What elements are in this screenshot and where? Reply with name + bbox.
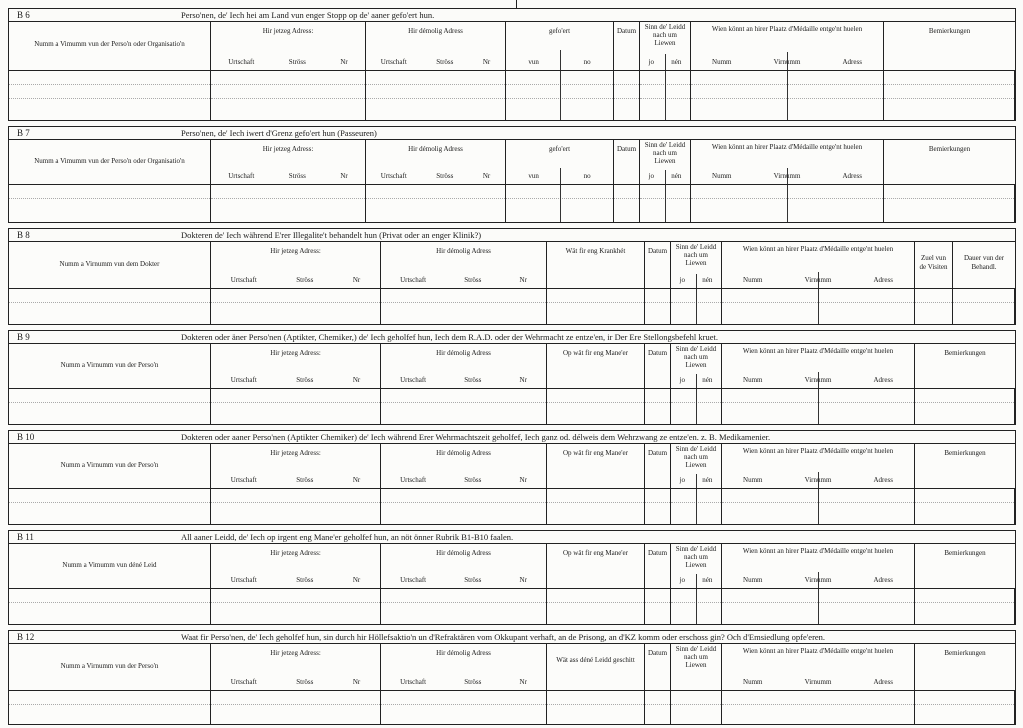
table-cell xyxy=(671,589,722,624)
table-cell xyxy=(915,289,953,324)
fill-in-line[interactable] xyxy=(722,691,914,705)
table-cell: Hir jetzeg Adress: Urtschaft Ströss Nr xyxy=(211,242,381,288)
fill-in-line[interactable] xyxy=(915,289,952,303)
fill-in-line[interactable] xyxy=(9,589,210,603)
data-rows xyxy=(9,489,1015,524)
fill-in-line[interactable] xyxy=(366,185,505,199)
table-cell xyxy=(9,185,211,222)
table-cell: Bemierkungen xyxy=(944,549,986,557)
fill-in-line[interactable] xyxy=(614,185,639,199)
table-cell xyxy=(9,489,211,524)
table-cell: Hir démolig Adress Urtschaft Ströss Nr xyxy=(381,444,547,488)
column-divider xyxy=(665,71,666,120)
table-cell xyxy=(381,289,547,324)
table-cell: Wät fir eng Krankhét xyxy=(547,242,645,288)
column-divider xyxy=(787,71,788,120)
fill-in-line[interactable] xyxy=(645,289,670,303)
data-rows xyxy=(9,691,1015,724)
table-cell: Hir démolig Adress Urtschaft Ströss Nr xyxy=(381,544,547,588)
table-cell: Sinn de' Leidd nach um Liewen xyxy=(671,644,722,690)
table-cell: Sinn de' Leidd nach um Liewen jo nén xyxy=(671,344,722,388)
table-cell xyxy=(9,691,211,724)
column-divider xyxy=(787,185,788,222)
table-cell xyxy=(9,289,211,324)
table-cell: Wät ass déné Leidd geschitt xyxy=(547,644,645,690)
table-cell xyxy=(645,489,671,524)
table-cell: Datum xyxy=(645,544,671,588)
table-cell xyxy=(915,589,1015,624)
table-cell xyxy=(671,289,722,324)
column-divider xyxy=(560,185,561,222)
header-row xyxy=(9,344,1015,389)
table-cell: Wien könnt an hirer Plaatz d'Médaille entge'nt huelen Numm Virnumm Adress xyxy=(722,544,915,588)
fill-in-line[interactable] xyxy=(884,71,1014,85)
table-cell: Datum xyxy=(614,140,640,184)
table-cell: Numm a Virnumm vun der Perso'n xyxy=(9,344,211,388)
section-code: B 12 xyxy=(17,632,35,642)
table-cell: Wien könnt an hirer Plaatz d'Médaille entge'nt huelen Numm Virnumm Adress xyxy=(722,644,915,690)
table-cell xyxy=(722,389,915,424)
table-cell xyxy=(953,289,1015,324)
section-code: B 8 xyxy=(17,230,30,240)
section-title: Dokteren oder äner Perso'nen (Aptikter, Chemiker,) de' Iech geholfef hun, Iech dem R.A.D. oder der Wehrmacht ze entze'en, ir Der Ere Stellongsbefehl kruet. xyxy=(181,332,718,342)
table-cell xyxy=(211,71,366,120)
table-cell xyxy=(722,691,915,724)
section-table xyxy=(8,241,1016,325)
table-cell: Bemierkungen xyxy=(928,145,971,153)
section-code: B 6 xyxy=(17,10,30,20)
table-cell: Hir jetzeg Adress: Urtschaft Ströss Nr xyxy=(211,444,381,488)
table-cell: Datum xyxy=(645,644,671,690)
table-cell xyxy=(671,489,722,524)
table-cell xyxy=(640,185,691,222)
section-title: All aaner Leidd, de' Iech op irgent eng Mane'er geholfef hun, an nöt önner Rubrik B1-B10 faalen. xyxy=(181,532,514,542)
table-cell xyxy=(915,691,1015,724)
table-cell: Sinn de' Leidd nach um Liewen jo nén xyxy=(671,242,722,288)
table-cell: Wien könnt an hirer Plaatz d'Médaille entge'nt huelen Numm Virnumm Adress xyxy=(722,242,915,288)
fill-in-line[interactable] xyxy=(915,589,1014,603)
table-cell xyxy=(645,691,671,724)
table-cell xyxy=(506,71,614,120)
section-table xyxy=(8,443,1016,525)
fill-in-line[interactable] xyxy=(915,691,1014,705)
table-cell xyxy=(211,691,381,724)
section-table xyxy=(8,21,1016,121)
table-cell: Numm a Virnumm vun der Perso'n xyxy=(9,644,211,690)
table-cell: Op wät fir eng Mane'er xyxy=(547,544,645,588)
table-cell: Hir démolig Adress Urtschaft Ströss Nr xyxy=(381,242,547,288)
table-cell xyxy=(547,489,645,524)
column-divider xyxy=(696,389,697,424)
table-cell: Numm a Virnumm vun dem Dokter xyxy=(9,242,211,288)
data-rows xyxy=(9,71,1015,120)
table-cell: Sinn de' Leidd nach um Liewen jo nén xyxy=(671,444,722,488)
table-cell xyxy=(691,185,884,222)
section-title: Perso'nen, de' Iech hei am Land vun enger Stopp op de' aaner gefo'ert hun. xyxy=(181,10,435,20)
col-bemierkungen: Bemierkungen xyxy=(928,27,971,35)
fill-in-line[interactable] xyxy=(645,589,670,603)
table-cell: Numm a Virnumm vun der Perso'n xyxy=(9,444,211,488)
table-cell xyxy=(884,71,1015,120)
data-rows xyxy=(9,589,1015,624)
column-divider xyxy=(696,289,697,324)
section-header xyxy=(8,530,1016,543)
table-cell: Bemierkungen xyxy=(944,349,986,357)
fill-in-line[interactable] xyxy=(381,589,546,603)
section-header xyxy=(8,8,1016,21)
header-row xyxy=(9,242,1015,289)
table-cell xyxy=(614,185,640,222)
table-cell xyxy=(547,289,645,324)
table-cell xyxy=(381,489,547,524)
section-table xyxy=(8,643,1016,725)
section-b9 xyxy=(8,330,1016,426)
fill-in-line[interactable] xyxy=(211,289,380,303)
section-title: Waat fir Perso'nen, de' Iech geholfef hun, sin durch hir Höllefsaktio'n un d'Refraktären vom Okkupant verhaft, an de Prisong, an d'KZ komm oder erschoss gin? Och d'Emsiedlung opfe'eren. xyxy=(181,632,826,642)
column-divider xyxy=(818,489,819,524)
table-cell xyxy=(211,389,381,424)
fill-in-line[interactable] xyxy=(211,489,380,503)
header-row xyxy=(9,444,1015,489)
section-code: B 10 xyxy=(17,432,35,442)
fill-in-line[interactable] xyxy=(381,489,546,503)
table-cell xyxy=(722,289,915,324)
section-b10 xyxy=(8,430,1016,526)
section-header xyxy=(8,228,1016,241)
section-b11 xyxy=(8,530,1016,626)
table-cell: Hir démolig Adress Urtschaft Ströss Nr xyxy=(381,344,547,388)
table-cell: gefo'ert vun no xyxy=(506,140,614,184)
fill-in-line[interactable] xyxy=(547,489,644,503)
table-cell xyxy=(645,389,671,424)
fill-in-line[interactable] xyxy=(915,389,1014,403)
table-cell xyxy=(915,389,1015,424)
table-cell xyxy=(366,71,506,120)
fill-in-line[interactable] xyxy=(915,489,1014,503)
fill-in-line[interactable] xyxy=(9,489,210,503)
data-rows xyxy=(9,289,1015,324)
section-header xyxy=(8,126,1016,139)
table-cell xyxy=(381,691,547,724)
section-table xyxy=(8,343,1016,425)
col-name: Numm a Vimumm vun der Perso'n oder Organisatio'n xyxy=(9,22,211,70)
table-cell xyxy=(915,489,1015,524)
col-addr-then: Hir démolig Adress Urtschaft Ströss Nr xyxy=(366,22,506,70)
table-cell: Wien könnt an hirer Plaatz d'Médaille entge'nt huelen Numm Virnumm Adress xyxy=(722,444,915,488)
table-cell: Hir jetzeg Adress: Urtschaft Ströss Nr xyxy=(211,344,381,388)
table-cell: Bemierkungen xyxy=(944,649,986,657)
table-cell xyxy=(211,489,381,524)
fill-in-line[interactable] xyxy=(366,71,505,85)
fill-in-line[interactable] xyxy=(211,389,380,403)
table-cell: Datum xyxy=(645,444,671,488)
section-b12 xyxy=(8,630,1016,724)
section-header xyxy=(8,330,1016,343)
fill-in-line[interactable] xyxy=(9,289,210,303)
fill-in-line[interactable] xyxy=(381,289,546,303)
table-cell xyxy=(645,289,671,324)
col-medaille: Wien könnt an hirer Plaatz d'Médaille entge'nt huelen Numm Virnumm Adress xyxy=(691,22,884,70)
section-title: Perso'nen, de' Iech iwert d'Grenz gefo'ert hun (Passeuren) xyxy=(181,128,377,138)
section-title: Dokteren oder aaner Perso'nen (Aptikter Chemiker) de' Iech während Erer Wehrmachtszeit geholfef, Iech ganz od. délweis dem Wehrzwang ze entze'en. z. B. Medikamenier. xyxy=(181,432,771,442)
fill-in-line[interactable] xyxy=(9,71,210,85)
table-cell xyxy=(640,71,691,120)
fill-in-line[interactable] xyxy=(884,85,1014,99)
col-addr-now: Hir jetzeg Adress: Urtschaft Ströss Nr xyxy=(211,22,366,70)
table-cell: Dauer vun der Behandl. xyxy=(963,254,1005,271)
table-cell: Bemierkungen xyxy=(944,449,986,457)
table-cell xyxy=(366,185,506,222)
header-row xyxy=(9,22,1015,71)
table-cell: Hir démolig Adress Urtschaft Ströss Nr xyxy=(366,140,506,184)
column-divider xyxy=(696,589,697,624)
section-b8 xyxy=(8,228,1016,326)
fill-in-line[interactable] xyxy=(9,389,210,403)
data-rows xyxy=(9,185,1015,222)
fill-in-line[interactable] xyxy=(9,85,210,99)
fill-in-line[interactable] xyxy=(547,589,644,603)
table-cell xyxy=(9,389,211,424)
fill-in-line[interactable] xyxy=(884,185,1014,199)
section-table xyxy=(8,139,1016,223)
header-row xyxy=(9,644,1015,691)
table-cell: Hir démolig Adress Urtschaft Ströss Nr xyxy=(381,644,547,690)
top-tick-mark xyxy=(516,0,517,8)
data-rows xyxy=(9,389,1015,424)
column-divider xyxy=(560,71,561,120)
table-cell: Zuel vun de Visiten xyxy=(915,242,953,288)
table-cell: Datum xyxy=(645,242,671,288)
table-cell xyxy=(645,589,671,624)
table-cell: Hir jetzeg Adress: Urtschaft Ströss Nr xyxy=(211,140,366,184)
table-cell: Op wät fir eng Mane'er xyxy=(547,344,645,388)
table-cell xyxy=(506,185,614,222)
table-cell xyxy=(722,589,915,624)
fill-in-line[interactable] xyxy=(614,71,639,85)
table-cell xyxy=(381,389,547,424)
section-header xyxy=(8,630,1016,643)
column-divider xyxy=(818,589,819,624)
fill-in-line[interactable] xyxy=(211,691,380,705)
table-cell: Sinn de' Leidd nach um Liewen jo nén xyxy=(640,140,691,184)
table-cell: Numm a Vimumm vun der Perso'n oder Organisatio'n xyxy=(9,140,211,184)
form-page xyxy=(8,8,1016,728)
table-cell xyxy=(9,589,211,624)
table-cell xyxy=(671,691,722,724)
table-cell xyxy=(381,589,547,624)
fill-in-line[interactable] xyxy=(645,691,670,705)
table-cell xyxy=(671,389,722,424)
section-code: B 7 xyxy=(17,128,30,138)
section-b7 xyxy=(8,126,1016,224)
table-cell: Numm a Vimumm vun déné Leid xyxy=(9,544,211,588)
table-cell xyxy=(691,71,884,120)
table-cell xyxy=(547,389,645,424)
column-divider xyxy=(696,489,697,524)
column-divider xyxy=(665,185,666,222)
fill-in-line[interactable] xyxy=(366,85,505,99)
fill-in-line[interactable] xyxy=(671,691,721,705)
table-cell: Hir jetzeg Adress: Urtschaft Ströss Nr xyxy=(211,644,381,690)
fill-in-line[interactable] xyxy=(953,289,1014,303)
fill-in-line[interactable] xyxy=(211,185,365,199)
fill-in-line[interactable] xyxy=(547,691,644,705)
table-cell xyxy=(211,589,381,624)
fill-in-line[interactable] xyxy=(547,389,644,403)
table-cell xyxy=(547,589,645,624)
table-cell xyxy=(722,489,915,524)
table-cell: Hir jetzeg Adress: Urtschaft Ströss Nr xyxy=(211,544,381,588)
table-cell xyxy=(211,185,366,222)
header-row xyxy=(9,544,1015,589)
table-cell: Op wät fir eng Mane'er xyxy=(547,444,645,488)
fill-in-line[interactable] xyxy=(211,85,365,99)
header-row xyxy=(9,140,1015,185)
fill-in-line[interactable] xyxy=(645,389,670,403)
section-title: Dokteren de' Iech während E'rer Illegalite't behandelt hun (Privat oder an enger Klinik?) xyxy=(181,230,482,240)
fill-in-line[interactable] xyxy=(547,289,644,303)
fill-in-line[interactable] xyxy=(381,389,546,403)
col-gefoert: gefo'ert vun no xyxy=(506,22,614,70)
col-datum: Datum xyxy=(614,22,640,70)
table-cell xyxy=(9,71,211,120)
fill-in-line[interactable] xyxy=(211,71,365,85)
table-cell: Sinn de' Leidd nach um Liewen jo nén xyxy=(671,544,722,588)
fill-in-line[interactable] xyxy=(645,489,670,503)
section-code: B 11 xyxy=(17,532,34,542)
table-cell: Wien könnt an hirer Plaatz d'Médaille entge'nt huelen Numm Virnumm Adress xyxy=(722,344,915,388)
fill-in-line[interactable] xyxy=(614,85,639,99)
table-cell: Datum xyxy=(645,344,671,388)
section-code: B 9 xyxy=(17,332,30,342)
column-divider xyxy=(818,289,819,324)
table-cell xyxy=(614,71,640,120)
col-sinn: Sinn de' Leidd nach um Liewen jo nén xyxy=(640,22,691,70)
fill-in-line[interactable] xyxy=(211,589,380,603)
section-b6 xyxy=(8,8,1016,122)
fill-in-line[interactable] xyxy=(9,185,210,199)
fill-in-line[interactable] xyxy=(381,691,546,705)
table-cell xyxy=(884,185,1015,222)
section-header xyxy=(8,430,1016,443)
fill-in-line[interactable] xyxy=(9,691,210,705)
table-cell xyxy=(547,691,645,724)
column-divider xyxy=(818,389,819,424)
table-cell xyxy=(211,289,381,324)
section-table xyxy=(8,543,1016,625)
table-cell: Wien könnt an hirer Plaatz d'Médaille entge'nt huelen Numm Virnumm Adress xyxy=(691,140,884,184)
